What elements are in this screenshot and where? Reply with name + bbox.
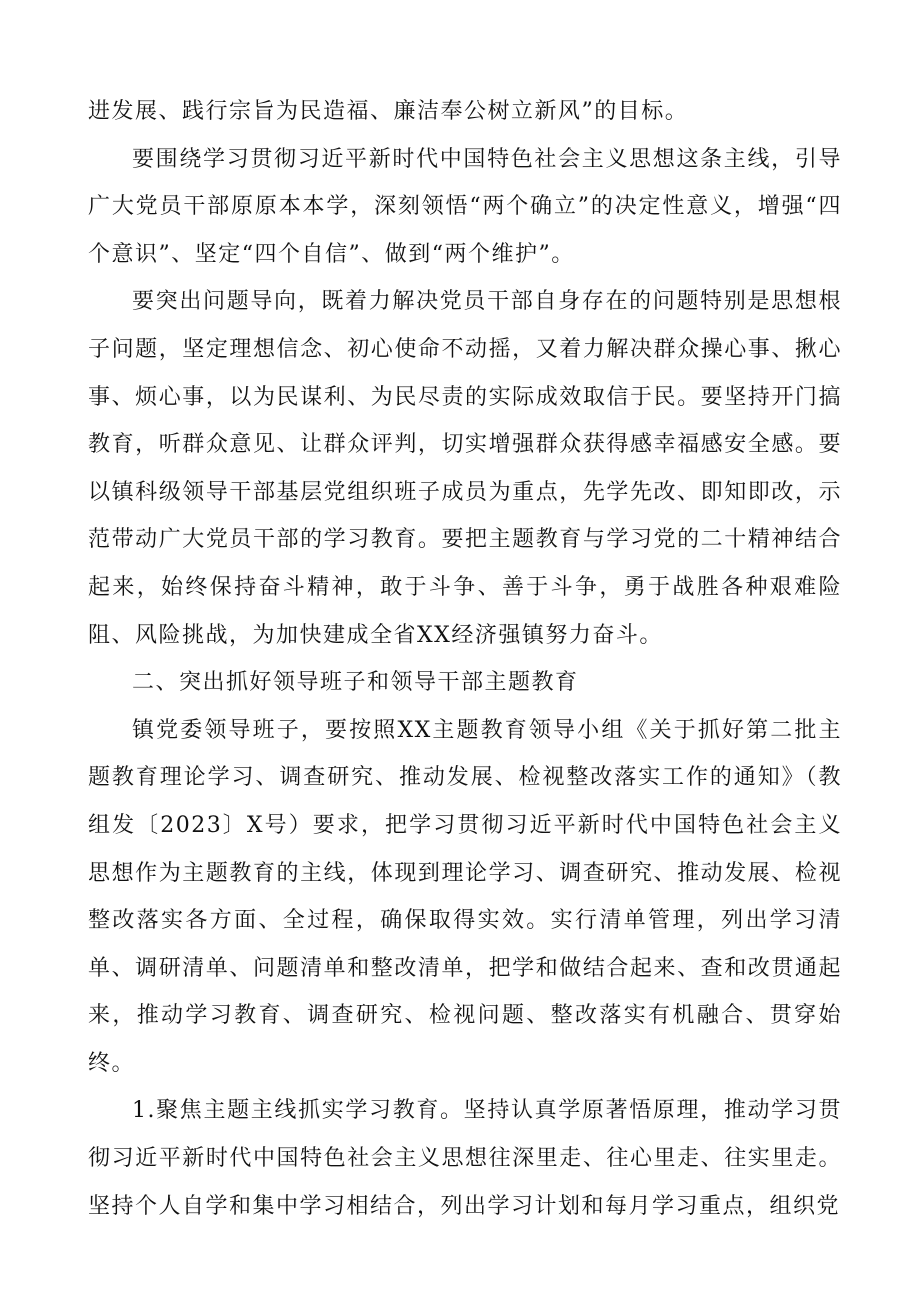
section-heading-two: 二、突出抓好领导班子和领导干部主题教育 (132, 670, 579, 696)
paragraph-study-education: 1.聚焦主题主线抓实学习教育。坚持认真学原著悟原理，推动学习贯彻习近平新时代中国特色社会主义思想往深里走、往心里走、往实里走。坚持个人自学和集中学习相结合，列出学习计划和每月学习重点，组织党 (88, 1098, 842, 1219)
paragraph-main-line: 要围绕学习贯彻习近平新时代中国特色社会主义思想这条主线，引导广大党员干部原原本本学，深刻领悟“两个确立”的决定性意义，增强“四个意识”、坚定“四个自信”、做到“两个维护”。 (88, 146, 842, 267)
paragraph-goal-continuation: 进发展、践行宗旨为民造福、廉洁奉公树立新风”的目标。 (88, 99, 689, 124)
paragraph-leadership-team: 镇党委领导班子，要按照XX主题教育领导小组《关于抓好第二批主题教育理论学习、调查研究、推动发展、检视整改落实工作的通知》（教组发〔2023〕X号）要求，把学习贯彻习近平新时代中国特色社会主义思想作为主题教育的主线，体现到理论学习、调查研究、推动发展、检视整改落实各方面、全过程，确保取得实效。实行清单管理，列出学习清单、调研清单、问题清单和整改清单，把学和做结合起来、查和改贯通起来，推动学习教育、调查研究、检视问题、整改落实有机融合、贯穿始终。 (88, 717, 842, 1076)
document-page (88, 88, 842, 1230)
paragraph-problem-orientation: 要突出问题导向，既着力解决党员干部自身存在的问题特别是思想根子问题，坚定理想信念、初心使命不动摇，又着力解决群众操心事、揪心事、烦心事，以为民谋利、为民尽责的实际成效取信于民。要坚持开门搞教育，听群众意见、让群众评判，切实增强群众获得感幸福感安全感。要以镇科级领导干部基层党组织班子成员为重点，先学先改、即知即改，示范带动广大党员干部的学习教育。要把主题教育与学习党的二十精神结合起来，始终保持奋斗精神，敢于斗争、善于斗争，勇于战胜各种艰难险阻、风险挑战，为加快建成全省XX经济强镇努力奋斗。 (88, 289, 842, 648)
